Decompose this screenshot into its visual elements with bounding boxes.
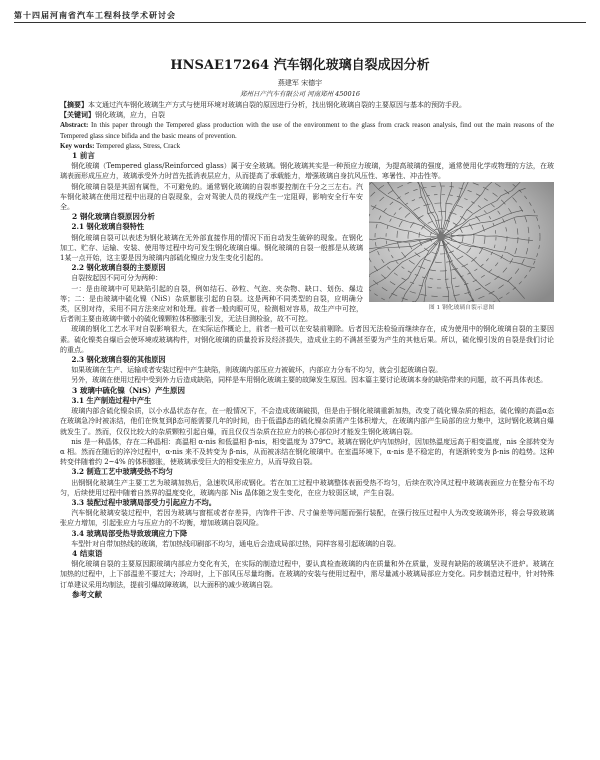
section-2-3-paragraph-1: 如果玻璃在生产、运输或者安装过程中产生缺陷，则玻璃内部压应力被破坏，内部应力分布不均匀，就会引起玻璃自裂。 — [71, 366, 443, 375]
running-head: 第十四届河南省汽车工程科技学术研讨会 — [14, 10, 176, 20]
keywords-en-label: Key words: — [60, 141, 95, 150]
section-2-1-text: 钢化玻璃自裂可以表述为钢化玻璃在无外部直接作用的情况下而自动发生破碎的现象。在钢化加工、贮存、运输、安装、使用等过程中均可发生钢化玻璃自爆。钢化玻璃的自裂一般都是从玻璃1某一点开始，这主要是因为玻璃内部硫化镍应力发生变化引起的。 — [60, 233, 363, 263]
section-3-2-heading: 3.2 制造工艺中玻璃受热不均匀 — [71, 467, 173, 477]
abstract-cn-label: 【摘要】 — [60, 100, 88, 109]
section-3-2-text: 出钢钢化玻璃生产主要工艺为玻璃加热后，急速吹风形成钢化。若在加工过程中玻璃整体表面受热不均匀，后续在吹冷风过程中玻璃表面应力在整分布不均匀，后续使用过程中随着自然界的温度变化，玻璃内部 Nis 晶体随之发生变化，在应力较弱区域，产生自裂。 — [60, 478, 554, 497]
section-1-heading: 1 前言 — [72, 151, 95, 161]
abstract-cn-text: 本文通过汽车钢化玻璃生产方式与使用环境对玻璃自裂的原因进行分析，找出钢化玻璃自裂的主要原因与基本的预防手段。 — [88, 101, 466, 109]
abstract-cn — [60, 100, 554, 110]
crack-origin — [437, 233, 445, 241]
section-2-2-heading: 2.2 钢化玻璃自裂的主要原因 — [71, 263, 166, 273]
section-4-text: 钢化玻璃自裂的主要原因跟玻璃内部应力变化有关，在实际的制造过程中，要认真检查玻璃的内在质量和外在质量，发现有缺陷的玻璃坚决不进炉。玻璃在加热的过程中，上下部温差不要过大；冷却时，上下部风压尽量均衡。在玻璃的安装与使用过程中，需尽量减小玻璃局部应力变化。同步制造过程中，针对特殊订单建议采用均制法，提前引爆故障玻璃，以大面积的减少玻璃自裂。 — [60, 560, 554, 589]
cracked-glass-photo — [369, 182, 554, 302]
section-2-heading: 2 钢化玻璃自裂原因分析 — [72, 212, 155, 222]
abstract-en — [60, 120, 554, 140]
section-3-heading: 3 玻璃中硫化镍（NiS）产生原因 — [72, 385, 185, 395]
section-2-1-heading: 2.1 钢化玻璃自裂特性 — [71, 222, 145, 232]
section-3-4-text: 车型针对自带加热线的玻璃，若加热线印刷部不均匀，通电后会造成局部过热，同样容易引起玻璃的自裂。 — [71, 539, 401, 548]
section-1-paragraph-2: 钢化玻璃自裂是其固有属性，不可避免的。通常钢化玻璃的自裂率要控制在千分之三左右。汽车钢化玻璃在使用过程中出现的自裂现象，会对驾驶人员的视线产生一定阻碍，影响安全行车安全。 — [60, 182, 363, 212]
keywords-en — [60, 141, 554, 151]
keywords-cn-text: 钢化玻璃，应力，自裂 — [95, 111, 165, 120]
section-2-3-paragraph-2: 另外，玻璃在使用过程中受到外力后造成缺陷，同样是车用钢化玻璃主要的故障发生原因。因本篇主要讨论玻璃本身的缺陷带来的问题，故不再具体表述。 — [71, 376, 548, 385]
section-3-1-heading: 3.1 生产制造过程中产生 — [71, 395, 152, 405]
section-2-3-heading: 2.3 钢化玻璃自裂的其他原因 — [71, 355, 166, 365]
section-3-4-heading: 3.4 玻璃局部受热导致玻璃应力下降 — [71, 528, 188, 538]
paper-affiliation: 郑州日产汽车有限公司 河南郑州 450016 — [240, 90, 360, 98]
section-2-2-paragraph-2: 玻璃的钢化工艺水平对自裂影响很大，在实际运作概论上，前者一般可以在安装前剔除。后者因无法检验而继续存在，成为使用中的钢化玻璃自裂的主要因素。硫化镍类自爆后会使环境或玻璃构件，对钢化玻璃的质量投诉及经济损失，造成业主的不满甚至要为产生的其他后果。所以，硫化镍引发的自裂是我们讨论的重点。 — [60, 325, 554, 354]
section-2-2-intro: 自裂按起因不同可分为两种： — [71, 274, 163, 283]
keywords-cn-label: 【关键词】 — [60, 110, 95, 120]
section-3-3-heading: 3.3 装配过程中玻璃局部受力引起应力不均。 — [71, 497, 216, 507]
section-1-paragraph-1: 钢化玻璃（Tempered glass/Reinforced glass）属于安全玻璃。钢化玻璃其实是一种预应力玻璃，为提高玻璃的强度，通常使用化学或物理的方法，在玻璃表面形成压应力，玻璃承受外力时首先抵消表层应力，从而提高了承载能力，增强玻璃自身抗风压性、寒暑性、冲击性等。 — [60, 162, 554, 181]
paper-body — [60, 100, 554, 600]
abstract-en-label: Abstract: — [60, 121, 89, 130]
section-4-heading: 4 结束语 — [72, 548, 103, 558]
keywords-cn — [60, 110, 554, 120]
figure-1 — [369, 182, 554, 313]
paper-title: HNSAE17264 汽车钢化玻璃自裂成因分析 — [170, 58, 430, 73]
paper-authors: 燕建军 宋德宇 — [277, 79, 323, 87]
abstract-en-text: In this paper through the Tempered glass production with the use of the environment to the glass from crack reason analysis, find out the main reasons of the Tempered glass since bifida and the basic means of prevention. — [60, 121, 555, 140]
header-rule — [14, 22, 586, 23]
keywords-en-text: Tempered glass, Stress, Crack — [96, 141, 181, 150]
section-2-2-paragraph-1: 一：是由玻璃中可见缺陷引起的自裂，例如结石、砂粒、气泡、夹杂物、缺口、划伤、爆边等；二：是由玻璃中硫化镍（NiS）杂质膨胀引起的自裂。这是两种不同类型的自裂，应明确分类，区别对待，采用不同方法来应对和处理。前者一般肉眼可见，检测相对容易，故生产中可控，后者则主要由玻璃中微小的硫化镍颗粒体积膨胀引发，无法目测检验，故不可控。 — [60, 284, 363, 324]
section-3-1-paragraph-1: 玻璃内部含硫化镍杂质，以小水晶状态存在，在一般情况下，不会造成玻璃破损，但是由于钢化玻璃重新加热，改变了硫化镍杂质的相态，硫化镍的高温α态在玻璃急冷时被冻结，他们在恢复到β态可能需要几年的时间，由于低温β态的硫化镍杂质需产生体积增大，在玻璃内部产生局部的应力集中，这时钢化玻璃自爆就发生了。然而，仅仅比较大的杂质颗粒引起自爆，而且仅仅当杂质在拉应力的核心部位时才能发生钢化玻璃自裂。 — [60, 407, 554, 436]
section-3-3-text: 汽车钢化玻璃安装过程中，若因为玻璃与窗框或者存差异，内饰件干涉、尺寸偏差等问题而强行装配，在强行按压过程中人为改变玻璃外形，将会导致玻璃张应力增加，引起张应力与压应力的不均衡，增加玻璃自裂风险。 — [60, 509, 554, 528]
references-heading: 参考文献 — [72, 589, 102, 599]
figure-1-caption: 图 1 钢化玻璃自裂示意图 — [428, 304, 495, 311]
section-3-1-paragraph-2: nis 是一种晶体，存在二种晶相：高温相 α-nis 和低温相 β-nis，相变温度为 379℃。玻璃在钢化炉内加热时，因加热温度远高于相变温度，nis 全部转变为 α 相。然而在随后的淬冷过程中，α-nis 来不及转变为 β-nis，从而被冻结在钢化玻璃中。在室温环境下，α-nis 是不稳定的，有逐渐转变为 β-nis 的趋势。这种转变伴随着约 2~4% 的体积膨胀，使玻璃承受巨大的相变张应力，从而导致自裂。 — [60, 437, 554, 467]
